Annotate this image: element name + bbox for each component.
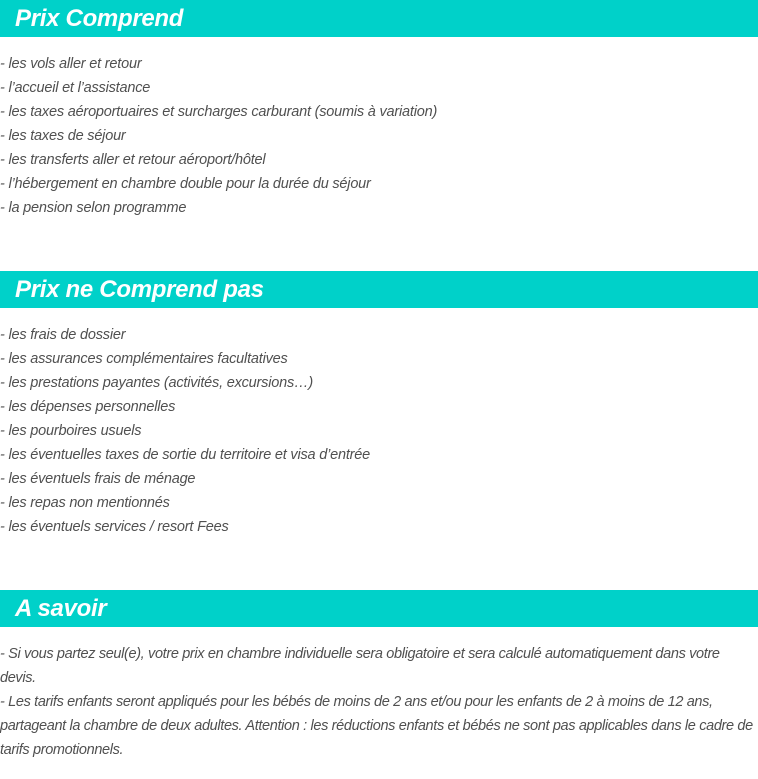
note-paragraph: - Les tarifs enfants seront appliqués pour les bébés de moins de 2 ans et/ou pour les enfants de 2 à moins de 12 ans, partageant la chambre de deux adultes. Attention : les réductions enfants et bébés ne sont pas applicables dans le cadre de tarifs promotionnels. bbox=[0, 694, 753, 758]
list-item: - les dépenses personnelles bbox=[0, 399, 176, 415]
list-item: - les taxes de séjour bbox=[0, 128, 126, 144]
list-item: - les éventuels frais de ménage bbox=[0, 471, 196, 487]
list-item: - les taxes aéroportuaires et surcharges carburant (soumis à variation) bbox=[0, 104, 438, 120]
list-item: - les éventuelles taxes de sortie du territoire et visa d’entrée bbox=[0, 447, 371, 463]
section-header-excluded: Prix ne Comprend pas bbox=[0, 271, 758, 308]
included-list bbox=[0, 52, 437, 220]
section-header-notes: A savoir bbox=[0, 590, 758, 627]
excluded-list bbox=[0, 323, 370, 539]
list-item: - les prestations payantes (activités, excursions…) bbox=[0, 375, 313, 391]
list-item: - les pourboires usuels bbox=[0, 423, 142, 439]
list-item: - l’hébergement en chambre double pour la durée du séjour bbox=[0, 176, 371, 192]
list-item: - les vols aller et retour bbox=[0, 56, 142, 72]
list-item: - les éventuels services / resort Fees bbox=[0, 519, 229, 535]
section-header-included: Prix Comprend bbox=[0, 0, 758, 37]
list-item: - la pension selon programme bbox=[0, 200, 187, 216]
list-item: - les transferts aller et retour aéroport/hôtel bbox=[0, 152, 266, 168]
list-item: - l’accueil et l’assistance bbox=[0, 80, 151, 96]
list-item: - les frais de dossier bbox=[0, 327, 126, 343]
notes-block bbox=[0, 642, 756, 762]
note-paragraph: - Si vous partez seul(e), votre prix en chambre individuelle sera obligatoire et sera calculé automatiquement dans votre devis. bbox=[0, 646, 720, 686]
list-item: - les assurances complémentaires facultatives bbox=[0, 351, 288, 367]
list-item: - les repas non mentionnés bbox=[0, 495, 170, 511]
